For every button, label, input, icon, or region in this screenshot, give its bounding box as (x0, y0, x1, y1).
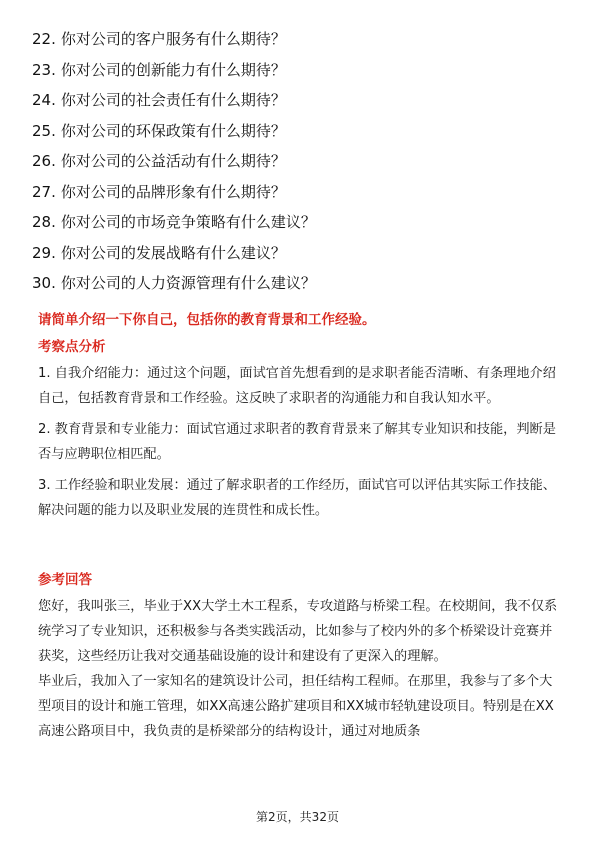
answer-heading: 参考回答 (38, 572, 92, 588)
question-text: 你对公司的创新能力有什么期待？ (60, 60, 286, 79)
list-item (32, 146, 572, 177)
question-text: 你对公司的发展战略有什么建议？ (60, 243, 286, 262)
analysis-point: 3. 工作经验和职业发展：通过了解求职者的工作经历，面试官可以评估其实际工作技能、解决问题的能力以及职业发展的连贯性和成长性。 (38, 478, 556, 518)
question-number: 23. (32, 60, 56, 79)
list-item (32, 85, 572, 116)
question-text: 你对公司的客户服务有什么期待？ (60, 30, 286, 48)
question-text: 你对公司的公益活动有什么期待？ (60, 152, 286, 170)
analysis-point: 1. 自我介绍能力：通过这个问题，面试官首先想看到的是求职者能否清晰、有条理地介绍自己，包括教育背景和工作经验。这反映了求职者的沟通能力和自我认知水平。 (38, 366, 556, 406)
question-number: 29. (32, 243, 56, 262)
list-item (32, 55, 572, 86)
question-number: 27. (32, 182, 56, 201)
list-item (32, 24, 572, 55)
question-text: 你对公司的人力资源管理有什么建议？ (60, 274, 316, 292)
analysis-body (38, 361, 560, 529)
question-number: 25. (32, 121, 56, 140)
question-number: 26. (32, 152, 56, 170)
list-item (32, 207, 572, 238)
question-number: 24. (32, 91, 56, 109)
list-item (32, 268, 572, 299)
question-number: 30. (32, 274, 56, 292)
list-item (32, 177, 572, 208)
answer-body (38, 594, 560, 744)
answer-paragraph: 毕业后，我加入了一家知名的建筑设计公司，担任结构工程师。在那里，我参与了多个大型项目的设计和施工管理，如XX高速公路扩建项目和XX城市轻轨建设项目。特别是在XX高速公路项目中，我负责的是桥梁部分的结构设计，通过对地质条 (38, 674, 554, 739)
question-number: 28. (32, 213, 56, 231)
analysis-point: 2. 教育背景和专业能力：面试官通过求职者的教育背景来了解其专业知识和技能，判断是否与应聘职位相匹配。 (38, 422, 556, 462)
list-item (32, 116, 572, 147)
analysis-heading: 考察点分析 (38, 339, 106, 355)
page-number-footer: 第2页，共32页 (256, 810, 339, 824)
question-text: 你对公司的品牌形象有什么期待？ (60, 182, 286, 201)
answer-paragraph: 您好，我叫张三，毕业于XX大学土木工程系，专攻道路与桥梁工程。在校期间，我不仅系统学习了专业知识，还积极参与各类实践活动，比如参与了校内外的多个桥梁设计竞赛并获奖，这些经历让我对交通基础设施的设计和建设有了更深入的理解。 (38, 599, 558, 664)
featured-question: 请简单介绍一下你自己，包括你的教育背景和工作经验。 (38, 312, 376, 328)
question-text: 你对公司的社会责任有什么期待？ (60, 91, 286, 109)
question-number: 22. (32, 30, 56, 48)
question-text: 你对公司的环保政策有什么期待？ (60, 121, 286, 140)
question-list (32, 24, 572, 299)
question-text: 你对公司的市场竞争策略有什么建议？ (60, 213, 316, 231)
list-item (32, 238, 572, 269)
